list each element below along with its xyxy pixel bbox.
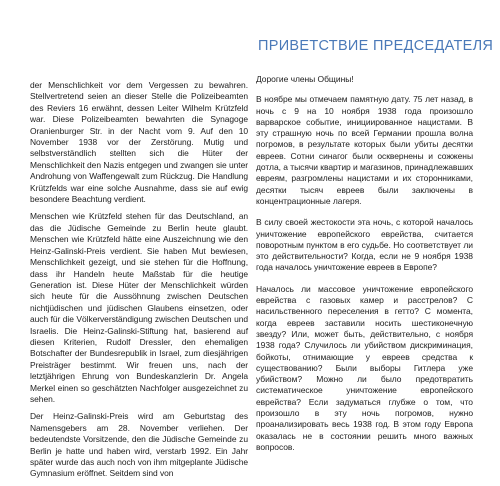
left-column bbox=[30, 80, 248, 486]
left-paragraph-2: Menschen wie Krützfeld stehen für das Deutschland, an das die Jüdische Gemeinde zu Berlin heute glaubt. Menschen wie Krützfeld hätte eine Auszeichnung wie den Heinz-Galinski-Preis verdient. Sie haben Mut bewiesen, Menschlichkeit gezeigt, und sie stehen für die Hoffnung, dass ihr Handeln heute Maßstab für die heutige Generation ist. Diese Hüter der Menschlichkeit würden sich heute für die Aussöhnung zwischen Deutschen nichtjüdischen und jüdischen Glaubens einsetzen, oder auch für die Völkerverständigung zwischen Deutschen und Israelis. Die Heinz-Galinski-Stiftung hat, basierend auf diesen Kriterien, Rudolf Dressler, den ehemaligen Botschafter der Bundesrepublik in Israel, zum diesjährigen Preisträger bestimmt. Wir freuen uns, nach der letztjährigen Ehrung von Bundeskanzlerin Dr. Angela Merkel einen so geschätzten Nachfolger ausgezeichnet zu sehen. bbox=[30, 211, 248, 404]
section-heading: ПРИВЕТСТВИЕ ПРЕДСЕДАТЕЛЯ bbox=[258, 38, 494, 54]
left-paragraph-1: der Menschlichkeit vor dem Vergessen zu bewahren. Stellvertretend seien an dieser Stelle die Polizeibeamten des Reviers 16 erwähnt, dessen Leiter Wilhelm Krützfeld war. Diese Polizeibeamten bewahrten die Synagoge Oranienburger Str. in der Nacht vom 9. Auf den 10 November 1938 vor der Zerstörung. Mutig und selbstverständlich stellten sich die Hüter der Menschlichkeit den Nazis entgegen und zwangen sie unter Androhung von Waffengewalt zum Rückzug. Die Handlung Krützfelds war eine solche Ausnahme, dass sie auf ewig besondere Beachtung verdient. bbox=[30, 80, 248, 205]
right-paragraph-1: В ноябре мы отмечаем памятную дату. 75 лет назад, в ночь с 9 на 10 ноября 1938 года произошло варварское событие, инициированное нацистами. В эту страшную ночь по всей Германии прошла волна погромов, в результате которых были убиты десятки евреев. Сотни синагог были осквернены и сожжены дотла, а тысячи квартир и магазинов, принадлежавших евреям, разгромлены нацистами и их сторонниками, десятки тысяч евреев были заключены в концентрационные лагеря. bbox=[256, 94, 474, 206]
left-paragraph-3: Der Heinz-Galinski-Preis wird am Geburtstag des Namensgebers am 28. November verliehen. Der bedeutendste Vorsitzende, den die Jüdische Gemeinde zu Berlin je hatte und haben wird, verstarb 1992. Ein Jahr später wurde das auch noch von ihm mitgeplante Jüdische Gymnasium eröffnet. Seitdem sind von bbox=[30, 411, 248, 479]
right-paragraph-3: Началось ли массовое уничтожение европейского еврейства с газовых камер и расстрелов? С насильственного переселения в гетто? С момента, когда евреев заставили носить шестиконечную звезду? Или, может быть, действительно, с ноября 1938 года? Случилось ли убийством дискриминация, бойкоты, отнимающие у евреев средства к существованию? Были выборы Гитлера уже убийством? Можно ли было предотвратить систематическое уничтожение европейского еврейства? Если задуматься глубже о том, что произошло в эту ночь погромов, нужно проанализировать весь 1938 год. В этом году Европа оказалась не в состоянии решить много важных вопросов. bbox=[256, 283, 473, 452]
right-paragraph-2: В силу своей жестокости эта ночь, с которой началось уничтожение европейского еврейства, считается поворотным пунктом в его судьбе. Но соответствует ли это действительности? Когда, если не 9 ноября 1938 года началось уничтожение евреев в Европе? bbox=[256, 217, 473, 273]
greeting: Дорогие члены Общины! bbox=[256, 74, 354, 84]
right-column bbox=[256, 38, 494, 463]
